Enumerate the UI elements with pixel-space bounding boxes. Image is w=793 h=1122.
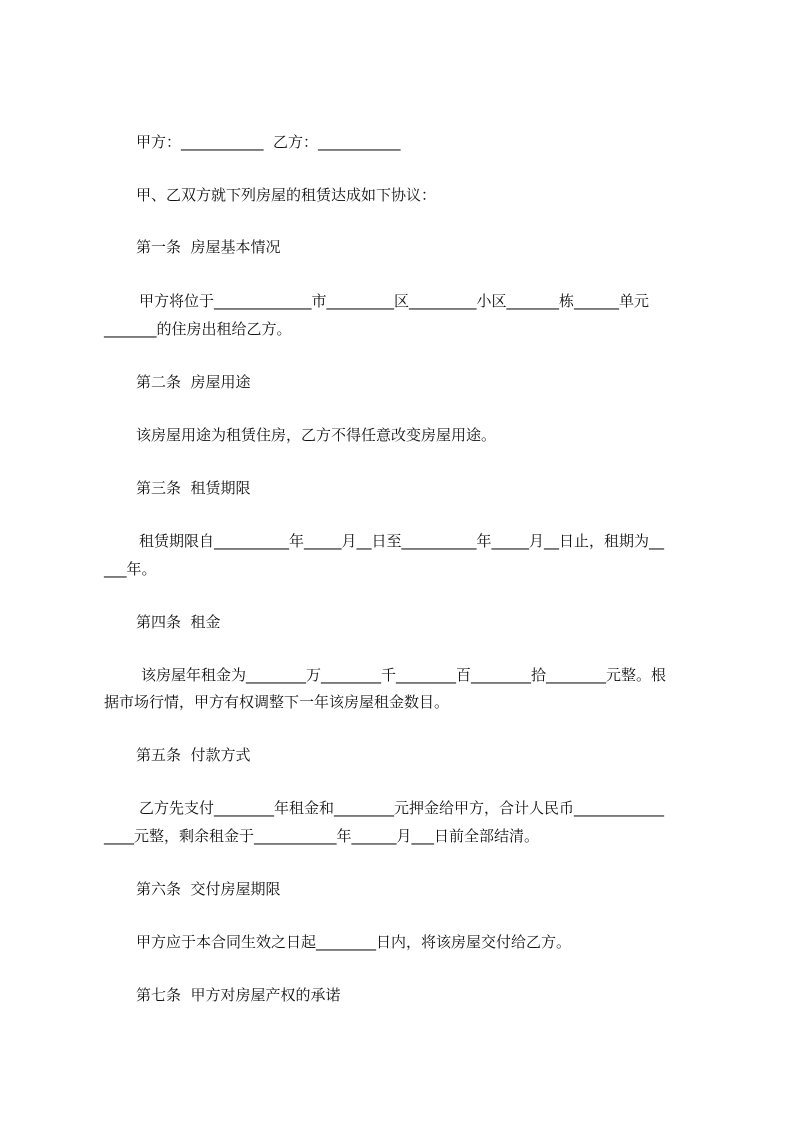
section-4-text-line-1: 该房屋年租金为________万________千________百________拾________元整。根	[141, 666, 667, 684]
parties-line: 甲方：___________ 乙方：___________	[136, 133, 401, 151]
section-2-heading: 第二条 房屋用途	[136, 373, 251, 391]
section-3-heading: 第三条 租赁期限	[136, 479, 251, 497]
section-6-text-line-1: 甲方应于本合同生效之日起________日内，将该房屋交付给乙方。	[136, 933, 572, 951]
agreement-intro: 甲、乙双方就下列房屋的租赁达成如下协议：	[136, 186, 437, 204]
section-7-heading: 第七条 甲方对房屋产权的承诺	[136, 986, 341, 1004]
section-4-text-line-2: 据市场行情，甲方有权调整下一年该房屋租金数目。	[104, 693, 450, 711]
section-1-text-line-1: 甲方将位于_____________市_________区_________小区_______栋______单元	[139, 292, 650, 310]
section-6-heading: 第六条 交付房屋期限	[136, 880, 281, 898]
section-5-text-line-1: 乙方先支付________年租金和________元押金给甲方，合计人民币____________	[139, 799, 665, 817]
section-2-text-line-1: 该房屋用途为租赁住房，乙方不得任意改变房屋用途。	[136, 426, 497, 444]
section-1-heading: 第一条 房屋基本情况	[136, 238, 281, 256]
section-1-text-line-2: _______的住房出租给乙方。	[104, 320, 292, 338]
section-5-text-line-2: ____元整，剩余租金于___________年______月___日前全部结清。	[104, 827, 540, 845]
section-3-text-line-2: ___年。	[104, 560, 157, 578]
section-4-heading: 第四条 租金	[136, 613, 221, 631]
section-3-text-line-1: 租赁期限自__________年_____月__日至__________年_____月__日止，租期为__	[139, 532, 665, 550]
section-5-heading: 第五条 付款方式	[136, 746, 251, 764]
